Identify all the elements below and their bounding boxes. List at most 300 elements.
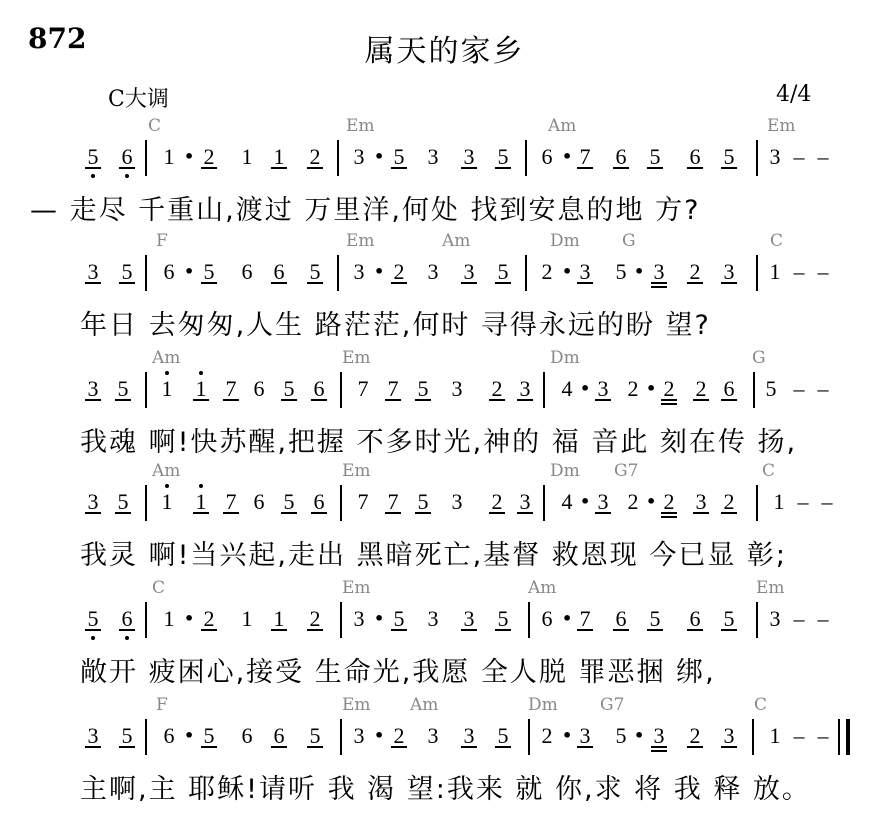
- note: [572, 144, 598, 170]
- underline: [307, 167, 323, 169]
- note-number: 3: [723, 259, 735, 284]
- bar-line: [340, 719, 342, 755]
- augmentation-dot: •: [562, 262, 573, 281]
- augmentation-dot: •: [634, 262, 645, 281]
- note-number: 3: [451, 376, 463, 401]
- note: [682, 144, 708, 170]
- note-number: 5: [497, 606, 509, 631]
- bar-line: [145, 719, 147, 755]
- note: [444, 376, 470, 402]
- note-number: 1: [163, 144, 175, 169]
- note-number: 5: [87, 144, 99, 169]
- chord-symbol: Am: [548, 116, 577, 136]
- underline: [193, 512, 209, 514]
- underline: [307, 282, 323, 284]
- high-octave-dot: [165, 484, 169, 488]
- note-number: 7: [225, 376, 237, 401]
- note-number: 2: [689, 723, 701, 748]
- augmentation-dot: •: [374, 262, 385, 281]
- note-number: 2: [309, 606, 321, 631]
- note-number: 1: [273, 606, 285, 631]
- high-octave-dot: [199, 371, 203, 375]
- underline: [193, 399, 209, 401]
- underline: [721, 746, 737, 748]
- note-number: 2: [393, 723, 405, 748]
- note-number: 7: [579, 144, 591, 169]
- note: [114, 259, 140, 285]
- chord-symbol: C: [770, 231, 784, 251]
- note-number: 2: [695, 376, 707, 401]
- note-number: 2: [393, 259, 405, 284]
- note: [642, 606, 668, 632]
- note: [716, 606, 742, 632]
- low-octave-dot: [91, 174, 95, 178]
- note-number: 3: [427, 723, 439, 748]
- note-number: 1: [241, 144, 253, 169]
- note: [80, 606, 106, 632]
- underline: [489, 512, 505, 514]
- note: [456, 144, 482, 170]
- bar-line: [145, 255, 147, 291]
- augmentation-dot: •: [184, 609, 195, 628]
- augmentation-dot: •: [184, 262, 195, 281]
- note-number: 5: [497, 259, 509, 284]
- note: [266, 259, 292, 285]
- final-bar-thick: [846, 719, 850, 755]
- note: [156, 144, 182, 170]
- note: [276, 489, 302, 515]
- note-number: 6: [121, 606, 133, 631]
- note-number: 3: [597, 376, 609, 401]
- note: [490, 259, 516, 285]
- underline: [495, 746, 511, 748]
- double-underline: [661, 516, 677, 518]
- underline: [119, 167, 135, 169]
- note: [590, 376, 616, 402]
- underline: [495, 282, 511, 284]
- underline: [271, 282, 287, 284]
- underline: [595, 512, 611, 514]
- note: [534, 259, 560, 285]
- low-octave-dot: [125, 174, 129, 178]
- note: [80, 723, 106, 749]
- note: [346, 606, 372, 632]
- note: [608, 723, 634, 749]
- underline: [307, 629, 323, 631]
- note-number: 6: [163, 259, 175, 284]
- note: [246, 489, 272, 515]
- note-number: 1: [273, 144, 285, 169]
- note-number: 6: [313, 376, 325, 401]
- chord-symbol: G7: [600, 695, 625, 715]
- augmentation-dot: •: [184, 726, 195, 745]
- note: [234, 259, 260, 285]
- note-number: 2: [491, 376, 503, 401]
- note: [608, 259, 634, 285]
- note-number: 5: [723, 144, 735, 169]
- note-number: 2: [723, 489, 735, 514]
- note-number: 6: [121, 144, 133, 169]
- underline: [687, 167, 703, 169]
- note: [534, 723, 560, 749]
- note: [716, 259, 742, 285]
- bar-line: [753, 372, 755, 408]
- note: [534, 606, 560, 632]
- lyric-line: 年日 去匆匆,人生 路茫茫,何时 寻得永远的盼 望?: [80, 310, 711, 341]
- underline: [721, 167, 737, 169]
- bar-line: [145, 485, 147, 521]
- note: [114, 606, 140, 632]
- note: [688, 489, 714, 515]
- underline: [271, 629, 287, 631]
- underline: [115, 512, 131, 514]
- note-number: 3: [769, 606, 781, 631]
- note: [350, 489, 376, 515]
- underline: [85, 512, 101, 514]
- underline: [391, 746, 407, 748]
- underline: [721, 629, 737, 631]
- note-number: 3: [769, 144, 781, 169]
- note-number: 5: [649, 606, 661, 631]
- note: [302, 259, 328, 285]
- chord-symbol: C: [754, 695, 768, 715]
- underline: [119, 282, 135, 284]
- note: [484, 489, 510, 515]
- note: [762, 723, 788, 749]
- note-number: 6: [313, 489, 325, 514]
- note-number: 7: [225, 489, 237, 514]
- note-number: 2: [627, 376, 639, 401]
- note-number: 3: [597, 489, 609, 514]
- note: [234, 723, 260, 749]
- note-number: 3: [87, 376, 99, 401]
- augmentation-dot: •: [374, 726, 385, 745]
- note: [234, 144, 260, 170]
- note-number: 3: [451, 489, 463, 514]
- augmentation-dot: •: [374, 147, 385, 166]
- note: [188, 376, 214, 402]
- note-number: 3: [353, 723, 365, 748]
- augmentation-dot: •: [562, 609, 573, 628]
- note-number: 6: [241, 723, 253, 748]
- note-number: 6: [541, 144, 553, 169]
- chord-symbol: Em: [342, 348, 371, 368]
- underline: [687, 746, 703, 748]
- note: [762, 606, 788, 632]
- underline: [271, 746, 287, 748]
- note: [154, 376, 180, 402]
- note: [456, 723, 482, 749]
- note-number: 1: [241, 606, 253, 631]
- note: [346, 723, 372, 749]
- augmentation-dot: •: [646, 492, 657, 511]
- sustain-dash: –: [793, 376, 805, 401]
- low-octave-dot: [125, 636, 129, 640]
- underline: [647, 167, 663, 169]
- bar-line: [528, 602, 530, 638]
- time-signature: 4/4: [776, 82, 812, 107]
- underline: [391, 167, 407, 169]
- chord-symbol: Em: [342, 461, 371, 481]
- underline: [687, 629, 703, 631]
- underline: [115, 399, 131, 401]
- note: [196, 723, 222, 749]
- underline: [693, 512, 709, 514]
- note-number: 5: [497, 723, 509, 748]
- note-number: 5: [309, 259, 321, 284]
- note-number: 5: [283, 376, 295, 401]
- underline: [661, 399, 677, 401]
- note-number: 2: [203, 606, 215, 631]
- bar-line: [337, 255, 339, 291]
- note: [590, 489, 616, 515]
- sustain-dash: –: [817, 259, 829, 284]
- note-number: 1: [161, 489, 173, 514]
- note-number: 3: [353, 259, 365, 284]
- note: [188, 489, 214, 515]
- underline: [85, 629, 101, 631]
- note: [302, 606, 328, 632]
- note: [302, 723, 328, 749]
- final-bar-thin: [838, 719, 840, 755]
- note: [346, 259, 372, 285]
- chord-symbol: G: [752, 348, 766, 368]
- note: [608, 144, 634, 170]
- note-number: 5: [615, 259, 627, 284]
- note: [572, 259, 598, 285]
- note: [410, 376, 436, 402]
- underline: [661, 512, 677, 514]
- high-octave-dot: [199, 484, 203, 488]
- note: [420, 723, 446, 749]
- note: [490, 723, 516, 749]
- chord-symbol: Am: [442, 231, 471, 251]
- lyric-line: 主啊,主 耶稣!请听 我 渴 望:我来 就 你,求 将 我 释 放。: [80, 774, 811, 805]
- note: [762, 144, 788, 170]
- note-number: 5: [393, 144, 405, 169]
- note: [620, 489, 646, 515]
- chord-symbol: Em: [342, 695, 371, 715]
- underline: [647, 629, 663, 631]
- low-octave-dot: [91, 636, 95, 640]
- note-number: 3: [87, 489, 99, 514]
- note: [444, 489, 470, 515]
- note: [154, 489, 180, 515]
- note: [114, 723, 140, 749]
- note: [490, 144, 516, 170]
- sustain-dash: –: [817, 144, 829, 169]
- chord-symbol: Dm: [550, 348, 580, 368]
- note-number: 5: [117, 489, 129, 514]
- note-number: 5: [117, 376, 129, 401]
- note-number: 6: [689, 144, 701, 169]
- note-number: 3: [463, 259, 475, 284]
- sustain-dash: –: [797, 489, 809, 514]
- note-number: 3: [463, 723, 475, 748]
- bar-line: [528, 719, 530, 755]
- chord-symbol: Dm: [528, 695, 558, 715]
- bar-line: [340, 602, 342, 638]
- note: [682, 606, 708, 632]
- note-number: 3: [579, 723, 591, 748]
- note-number: 5: [723, 606, 735, 631]
- chord-symbol: Em: [342, 578, 371, 598]
- sustain-dash: –: [793, 144, 805, 169]
- note: [218, 489, 244, 515]
- note-number: 5: [615, 723, 627, 748]
- note-number: 3: [723, 723, 735, 748]
- underline: [311, 399, 327, 401]
- note: [386, 606, 412, 632]
- lyric-line: 我灵 啊!当兴起,走出 黑暗死亡,基督 救恩现 今已显 彰;: [80, 540, 787, 571]
- note: [218, 376, 244, 402]
- note: [266, 723, 292, 749]
- bar-line: [756, 485, 758, 521]
- key-signature: C大调: [108, 87, 169, 112]
- underline: [119, 629, 135, 631]
- note: [758, 376, 784, 402]
- note-number: 6: [163, 723, 175, 748]
- underline: [85, 282, 101, 284]
- note: [380, 489, 406, 515]
- note: [534, 144, 560, 170]
- underline: [651, 746, 667, 748]
- bar-line: [756, 255, 758, 291]
- underline: [415, 512, 431, 514]
- underline: [223, 399, 239, 401]
- bar-line: [340, 485, 342, 521]
- note-number: 5: [87, 606, 99, 631]
- note: [554, 489, 580, 515]
- note: [306, 489, 332, 515]
- augmentation-dot: •: [374, 609, 385, 628]
- underline: [721, 282, 737, 284]
- note-number: 2: [627, 489, 639, 514]
- note: [420, 606, 446, 632]
- note-number: 5: [203, 723, 215, 748]
- note-number: 1: [769, 259, 781, 284]
- note-number: 3: [463, 144, 475, 169]
- note: [682, 259, 708, 285]
- double-underline: [651, 750, 667, 752]
- note: [716, 489, 742, 515]
- underline: [201, 629, 217, 631]
- bar-line: [340, 372, 342, 408]
- note: [302, 144, 328, 170]
- note: [110, 489, 136, 515]
- underline: [461, 282, 477, 284]
- augmentation-dot: •: [562, 726, 573, 745]
- note-number: 6: [273, 723, 285, 748]
- bar-line: [756, 602, 758, 638]
- note: [386, 144, 412, 170]
- note-number: 2: [541, 259, 553, 284]
- note: [350, 376, 376, 402]
- note: [656, 489, 682, 515]
- note-number: 5: [417, 489, 429, 514]
- underline: [391, 282, 407, 284]
- note-number: 5: [417, 376, 429, 401]
- bar-line: [145, 140, 147, 176]
- note-number: 5: [309, 723, 321, 748]
- note: [80, 376, 106, 402]
- note-number: 3: [653, 723, 665, 748]
- bar-line: [525, 255, 527, 291]
- underline: [577, 282, 593, 284]
- note-number: 6: [253, 376, 265, 401]
- note: [110, 376, 136, 402]
- chord-symbol: C: [152, 578, 166, 598]
- chord-symbol: F: [156, 695, 168, 715]
- underline: [595, 399, 611, 401]
- note: [572, 606, 598, 632]
- note: [646, 259, 672, 285]
- double-underline: [651, 286, 667, 288]
- note-number: 4: [561, 489, 573, 514]
- note-number: 6: [689, 606, 701, 631]
- note-number: 1: [195, 376, 207, 401]
- sustain-dash: –: [817, 606, 829, 631]
- note-number: 1: [161, 376, 173, 401]
- underline: [223, 512, 239, 514]
- sustain-dash: –: [821, 489, 833, 514]
- note: [196, 606, 222, 632]
- lyric-line: — 走尽 千重山,渡过 万里洋,何处 找到安息的地 方?: [30, 195, 701, 226]
- underline: [461, 746, 477, 748]
- augmentation-dot: •: [634, 726, 645, 745]
- underline: [415, 399, 431, 401]
- note: [266, 144, 292, 170]
- note-number: 2: [491, 489, 503, 514]
- note: [656, 376, 682, 402]
- high-octave-dot: [165, 371, 169, 375]
- note-number: 3: [653, 259, 665, 284]
- note-number: 3: [87, 259, 99, 284]
- chord-symbol: Em: [346, 231, 375, 251]
- underline: [201, 282, 217, 284]
- note: [716, 376, 742, 402]
- note: [420, 144, 446, 170]
- note-number: 3: [427, 259, 439, 284]
- note-number: 3: [427, 144, 439, 169]
- note-number: 3: [353, 144, 365, 169]
- note: [306, 376, 332, 402]
- note-number: 2: [663, 376, 675, 401]
- chord-symbol: G: [622, 231, 636, 251]
- underline: [489, 399, 505, 401]
- note: [766, 489, 792, 515]
- note: [512, 489, 538, 515]
- underline: [385, 512, 401, 514]
- underline: [495, 167, 511, 169]
- note-number: 7: [387, 376, 399, 401]
- underline: [201, 746, 217, 748]
- note: [572, 723, 598, 749]
- underline: [307, 746, 323, 748]
- note-number: 3: [519, 376, 531, 401]
- note: [762, 259, 788, 285]
- note: [642, 144, 668, 170]
- note: [420, 259, 446, 285]
- chord-symbol: Am: [152, 348, 181, 368]
- chord-symbol: Dm: [550, 231, 580, 251]
- sustain-dash: –: [817, 723, 829, 748]
- underline: [613, 629, 629, 631]
- underline: [651, 282, 667, 284]
- note: [196, 259, 222, 285]
- underline: [281, 512, 297, 514]
- underline: [385, 399, 401, 401]
